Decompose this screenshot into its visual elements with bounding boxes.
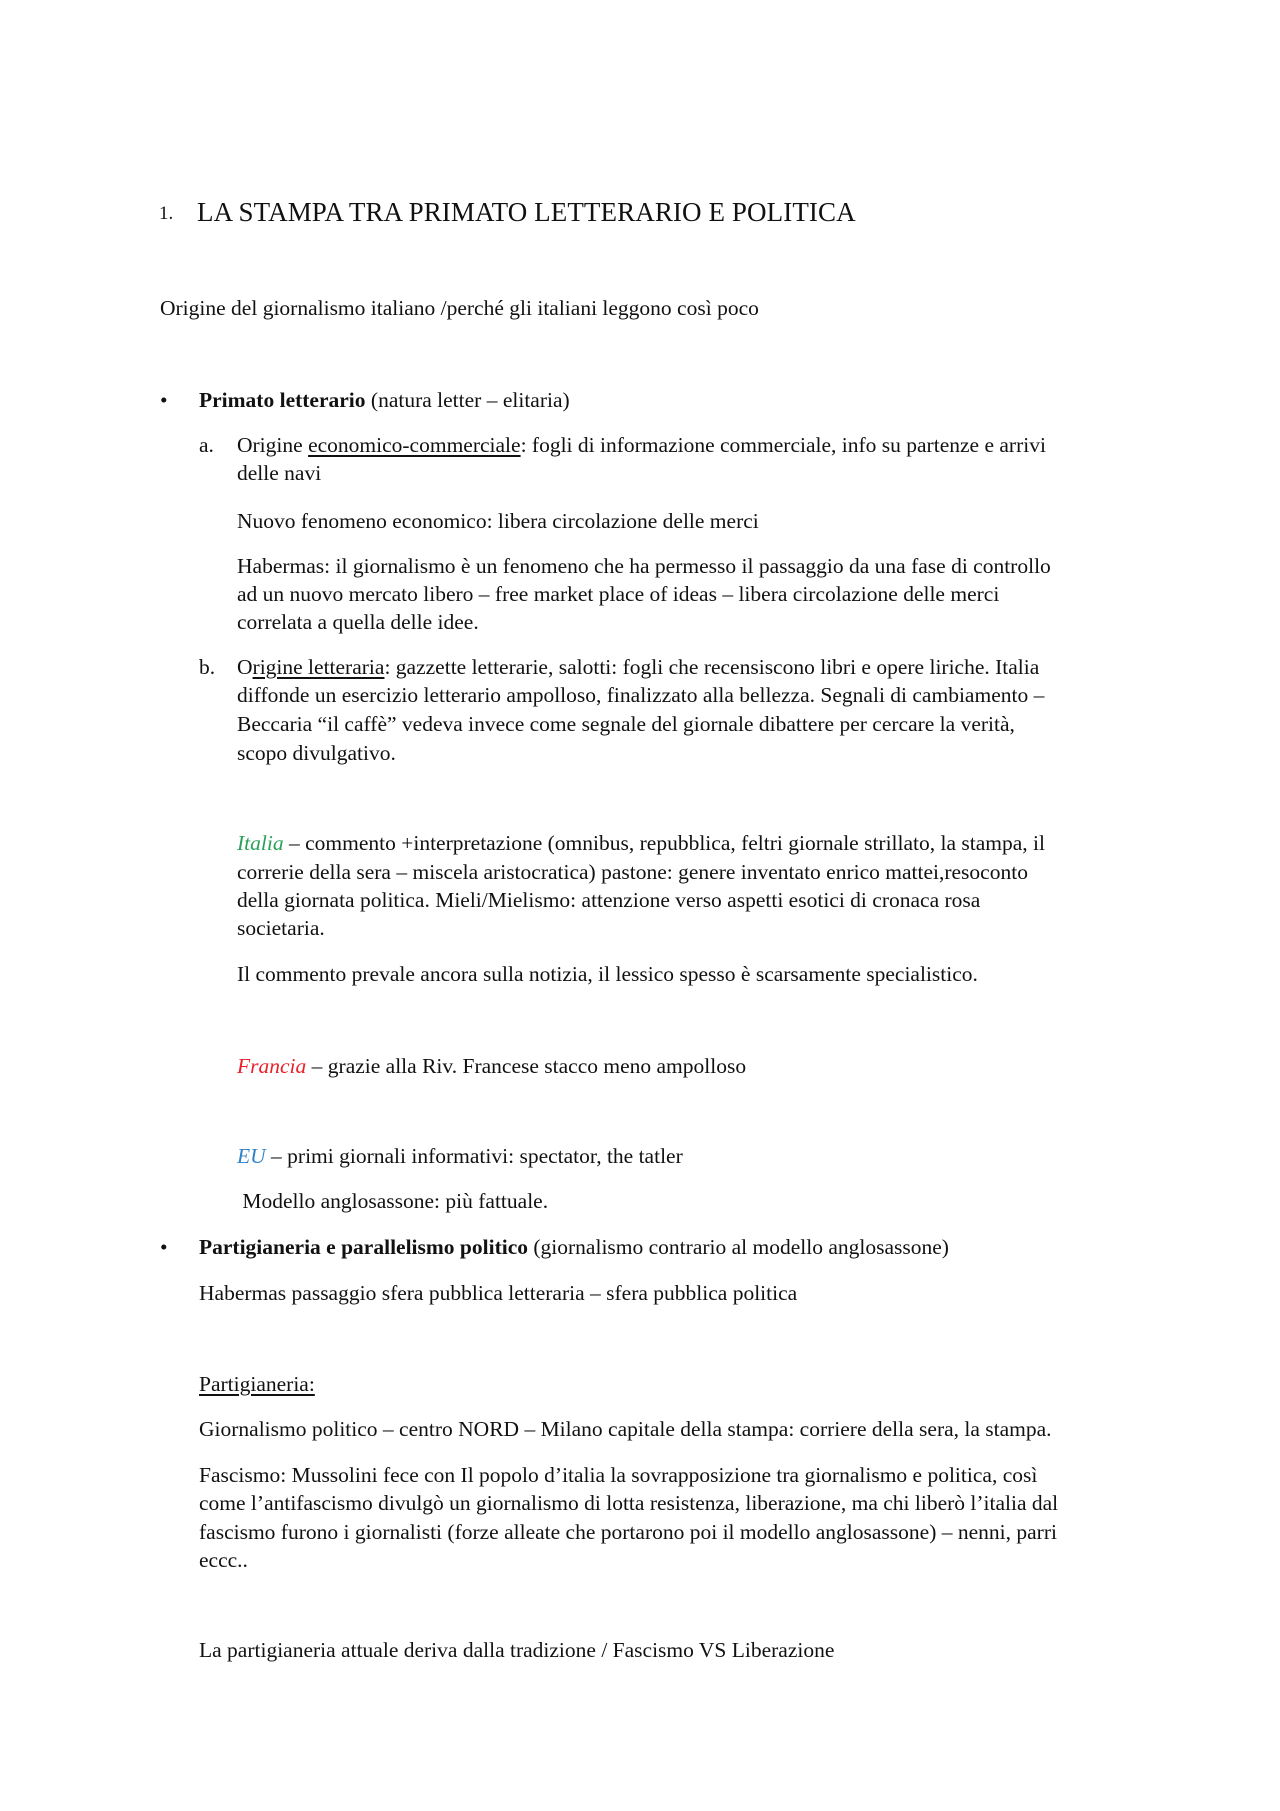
para-nuovo-fenomeno: Nuovo fenomeno economico: libera circolazione delle merci: [237, 509, 759, 533]
italia-line: societaria.: [237, 916, 325, 940]
list-marker-b: b.: [199, 655, 216, 679]
italia-line1: [237, 829, 1045, 858]
page-title: LA STAMPA TRA PRIMATO LETTERARIO E POLITICA: [197, 197, 856, 227]
fascismo-line: Fascismo: Mussolini fece con Il popolo d’italia la sovrapposizione tra giornalismo e politica, così: [199, 1463, 1038, 1487]
commento-text: Il commento prevale ancora sulla notizia, il lessico spesso è scarsamente specialistico.: [237, 962, 978, 986]
italia-label: Italia: [237, 831, 284, 855]
item-b-line: Beccaria “il caffè” vedeva invece come segnale del giornale dibattere per cercare la verità,: [237, 712, 1015, 736]
para-habermas-line: correlata a quella delle idee.: [237, 610, 479, 634]
fascismo-line: fascismo furono i giornalisti (forze alleate che portarono poi il modello anglosassone) – nenni, parri: [199, 1520, 1057, 1544]
item-b-line1: [237, 653, 1039, 682]
item-b-line: scopo divulgativo.: [237, 741, 396, 765]
habermas-passaggio: Habermas passaggio sfera pubblica letteraria – sfera pubblica politica: [199, 1281, 798, 1305]
francia-line: [237, 1052, 746, 1081]
bullet-title: Primato letterario: [199, 388, 366, 412]
item-b-underlined: rigine letteraria: [252, 655, 385, 679]
item-a-rest: : fogli di informazione commerciale, info su partenze e arrivi: [520, 433, 1046, 457]
modello-text: Modello anglosassone: più fattuale.: [237, 1189, 549, 1213]
item-a-line2: delle navi: [237, 461, 322, 485]
para-habermas-line: ad un nuovo mercato libero – free market place of ideas – libera circolazione delle merci: [237, 582, 1000, 606]
francia-rest: – grazie alla Riv. Francese stacco meno ampolloso: [306, 1054, 747, 1078]
subheading-partigianeria: [199, 1370, 315, 1399]
bullet-title: Partigianeria e parallelismo politico: [199, 1235, 529, 1259]
eu-label: EU: [237, 1144, 266, 1168]
item-a-underlined: economico-commerciale: [308, 433, 521, 457]
bullet-rest: (natura letter – elitaria): [365, 388, 570, 412]
fascismo-line: eccc..: [199, 1548, 248, 1572]
italia-rest: – commento +interpretazione (omnibus, repubblica, feltri giornale strillato, la stampa, il: [283, 831, 1046, 855]
eu-rest: – primi giornali informativi: spectator, the tatler: [265, 1144, 683, 1168]
italia-line: della giornata politica. Mieli/Mielismo: attenzione verso aspetti esotici di cronaca rosa: [237, 888, 981, 912]
francia-label: Francia: [237, 1054, 307, 1078]
bullet-rest: (giornalismo contrario al modello anglosassone): [528, 1235, 949, 1259]
heading-number: 1.: [159, 203, 174, 224]
item-b-line: diffonde un esercizio letterario ampolloso, finalizzato alla bellezza. Segnali di cambiamento –: [237, 683, 1045, 707]
eu-line: [237, 1142, 683, 1171]
item-a-prefix: Origine: [237, 433, 309, 457]
intro-text: Origine del giornalismo italiano /perché gli italiani leggono così poco: [160, 296, 759, 320]
giornalismo-politico: Giornalismo politico – centro NORD – Milano capitale della stampa: corriere della sera, la stampa.: [199, 1417, 1052, 1441]
item-a-line1: [237, 431, 1046, 460]
subheading-text: Partigianeria:: [199, 1372, 315, 1396]
bullet-primato-letterario: [199, 386, 570, 415]
bullet-partigianeria: [199, 1233, 949, 1262]
fascismo-line: come l’antifascismo divulgò un giornalismo di lotta resistenza, liberazione, ma chi liberò l’italia dal: [199, 1491, 1059, 1515]
item-b-rest: : gazzette letterarie, salotti: fogli che recensiscono libri e opere liriche. Italia: [384, 655, 1040, 679]
bullet-marker: •: [160, 1235, 168, 1259]
italia-line: correrie della sera – miscela aristocratica) pastone: genere inventato enrico mattei,resoconto: [237, 860, 1028, 884]
list-marker-a: a.: [199, 433, 214, 457]
item-b-prefix: O: [237, 655, 253, 679]
conclusion-text: La partigianeria attuale deriva dalla tradizione / Fascismo VS Liberazione: [199, 1638, 835, 1662]
bullet-marker: •: [160, 388, 168, 412]
para-habermas-line: Habermas: il giornalismo è un fenomeno che ha permesso il passaggio da una fase di controllo: [237, 554, 1051, 578]
